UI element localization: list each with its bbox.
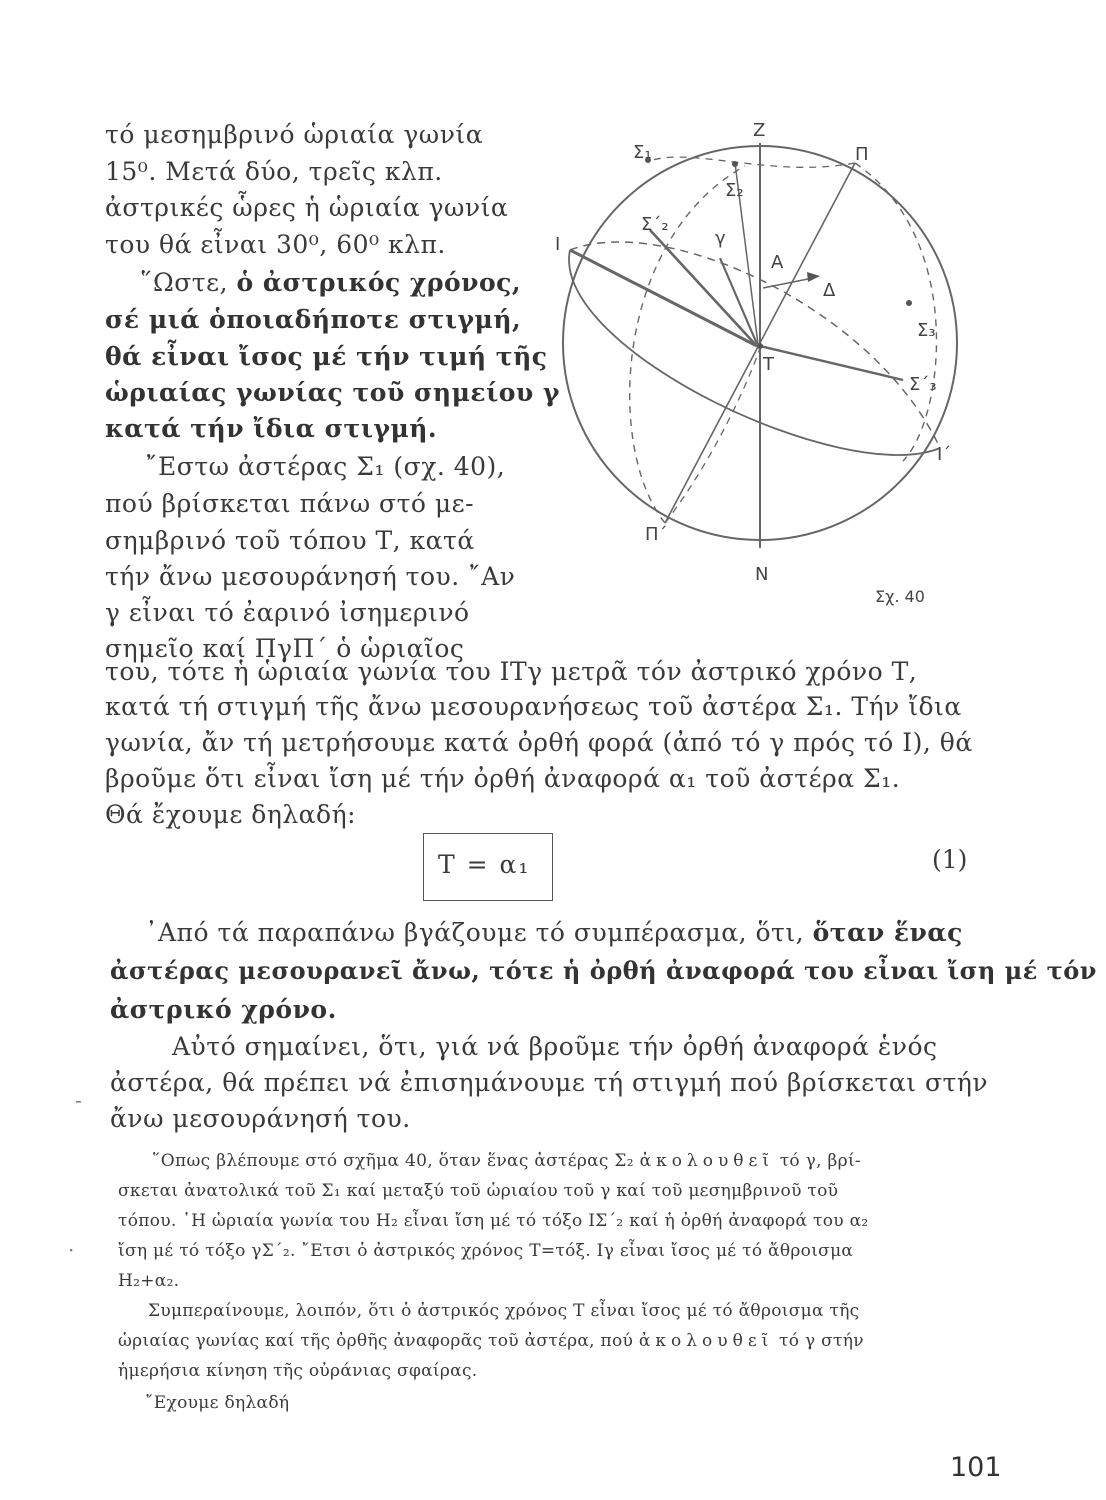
- label-N: N: [755, 564, 769, 585]
- small-text-segment: τό γ, βρί-: [779, 1151, 861, 1171]
- bold-line: ὡριαίας γωνίας τοῦ σημείου γ: [105, 378, 560, 407]
- observer-point: [757, 343, 763, 349]
- label-S2p: Σ΄₂: [641, 214, 669, 235]
- label-T: Τ: [763, 354, 774, 375]
- text-line: σημεῖο καί ΠγΠ΄ ὁ ὡριαῖος: [105, 634, 465, 663]
- vector-I: [570, 250, 757, 346]
- bold-line: ἀστρικό χρόνο.: [110, 995, 337, 1024]
- bold-line: ἀστέρας μεσουρανεῖ ἄνω, τότε ἡ ὀρθή ἀναφορά του εἶναι ἴση μέ τόν: [110, 956, 1097, 985]
- label-Delta: Δ: [823, 280, 836, 301]
- label-P: Π: [855, 144, 869, 165]
- bold-line: θά εἶναι ἴσος μέ τήν τιμή τῆς: [105, 342, 548, 371]
- text-line: γωνία, ἄν τή μετρήσουμε κατά ὀρθή φορά (ἀπό τό γ πρός τό Ι), θά: [105, 728, 973, 757]
- text-line: Θά ἔχουμε δηλαδή:: [105, 800, 356, 829]
- small-text-line: [118, 1330, 864, 1352]
- small-text-line: Η₂+α₂.: [118, 1271, 180, 1291]
- bold-phrase: ὅταν ἕνας: [812, 918, 963, 947]
- label-S3p: Σ΄₃: [909, 374, 937, 395]
- text-line: [140, 268, 521, 298]
- celestial-sphere-figure: [545, 118, 990, 608]
- label-Pp: Π΄: [645, 524, 668, 545]
- equation-number: (1): [932, 845, 968, 874]
- text-line: βροῦμε ὅτι εἶναι ἴση μέ τήν ὀρθή ἀναφορά α₁ τοῦ ἀστέρα Σ₁.: [105, 764, 901, 793]
- small-text-line: [152, 1150, 861, 1172]
- paragraph-lead: ῞Ωστε,: [140, 268, 229, 297]
- label-Ip: Ι΄: [937, 444, 952, 465]
- text-line: ῎Εστω ἀστέρας Σ₁ (σχ. 40),: [145, 452, 506, 481]
- text-line: ἄνω μεσουράνησή του.: [110, 1104, 411, 1133]
- page-number: 101: [950, 1452, 1002, 1483]
- small-text-segment: τό γ στήν: [779, 1331, 864, 1351]
- small-text-segment: ῞Οπως βλέπουμε στό σχῆμα 40, ὅταν ἕνας ἀστέρας Σ₂: [152, 1151, 634, 1171]
- figure-caption: Σχ. 40: [875, 587, 925, 606]
- spaced-word: ἀκολουθεῖ: [638, 1331, 774, 1351]
- text-line: του θά εἶναι 30⁰, 60⁰ κλπ.: [105, 230, 446, 259]
- small-text-line: ῎Εχουμε δηλαδή: [145, 1393, 290, 1413]
- text-line: ἀστέρα, θά πρέπει νά ἐπισημάνουμε τή στιγμή πού βρίσκεται στήν: [110, 1068, 989, 1097]
- small-text-line: ἴση μέ τό τόξο γΣ΄₂. ῎Ετσι ὁ ἀστρικός χρόνος Τ=τόξ. Ιγ εἶναι ἴσος μέ τό ἄθροισμα: [118, 1241, 854, 1261]
- label-S3: Σ₃: [917, 320, 936, 341]
- small-text-segment: ὡριαίας γωνίας καί τῆς ὀρθῆς ἀναφορᾶς τοῦ ἀστέρα, πού: [118, 1331, 634, 1351]
- text-line: γ εἶναι τό ἐαρινό ἰσημερινό: [105, 598, 470, 627]
- bold-phrase: ὁ ἀστρικός χρόνος,: [236, 268, 522, 297]
- label-gamma: γ: [715, 228, 726, 249]
- text-line: τήν ἄνω μεσουράνησή του. ῎Αν: [105, 562, 516, 591]
- label-Z: Z: [753, 120, 766, 141]
- margin-mark: -: [75, 1088, 82, 1112]
- label-S2: Σ₂: [725, 180, 744, 201]
- arrowhead: [807, 272, 820, 282]
- star-marker: [906, 300, 912, 306]
- text-line: του, τότε ἡ ὡριαία γωνία του ΙΤγ μετρᾶ τόν ἀστρικό χρόνο Τ,: [105, 657, 918, 686]
- text-line: τό μεσημβρινό ὡριαία γωνία: [105, 120, 484, 149]
- small-text-line: σκεται ἀνατολικά τοῦ Σ₁ καί μεταξύ τοῦ ὡριαίου τοῦ γ καί τοῦ μεσημβρινοῦ τοῦ: [118, 1181, 839, 1201]
- label-A: Α: [771, 252, 784, 273]
- small-text-line: Συμπεραίνουμε, λοιπόν, ὅτι ὁ ἀστρικός χρόνος Τ εἶναι ἴσος μέ τό ἄθροισμα τῆς: [148, 1301, 860, 1321]
- small-text-line: ἡμερήσια κίνηση τῆς οὐράνιας σφαίρας.: [118, 1361, 478, 1381]
- text-line: πού βρίσκεται πάνω στό με-: [105, 489, 475, 518]
- label-S1: Σ₁: [633, 142, 652, 163]
- bold-line: κατά τήν ἴδια στιγμή.: [105, 414, 438, 443]
- label-I: I: [555, 234, 561, 255]
- text-line: Αὐτό σημαίνει, ὅτι, γιά νά βροῦμε τήν ὀρθή ἀναφορά ἑνός: [172, 1032, 938, 1061]
- vector-S3p: [760, 346, 903, 380]
- text-line: [145, 918, 963, 948]
- hour-circle-east: [855, 163, 936, 461]
- vector-S2p: [650, 230, 755, 344]
- arrow-A-Delta: [763, 278, 813, 288]
- equation-box: [423, 833, 553, 901]
- text-line: 15⁰. Μετά δύο, τρεῖς κλπ.: [105, 157, 443, 186]
- equation: T = α₁: [438, 850, 531, 879]
- spaced-word: ἀκολουθεῖ: [639, 1151, 774, 1171]
- margin-mark: ·: [68, 1238, 75, 1262]
- star-marker: [732, 161, 738, 167]
- text-line: κατά τή στιγμή τῆς ἄνω μεσουρανήσεως τοῦ ἀστέρα Σ₁. Τήν ἴδια: [105, 692, 962, 721]
- small-text-line: τόπου. ῾Η ὡριαία γωνία του Η₂ εἶναι ἴση μέ τό τόξο ΙΣ΄₂ καί ἡ ὀρθή ἀναφορά του α₂: [118, 1211, 869, 1231]
- bold-line: σέ μιά ὁποιαδήποτε στιγμή,: [105, 305, 522, 334]
- text-line: σημβρινό τοῦ τόπου Τ, κατά: [105, 526, 475, 555]
- conclusion-lead: ᾿Από τά παραπάνω βγάζουμε τό συμπέρασμα, ὅτι,: [145, 918, 805, 947]
- text-line: ἀστρικές ὧρες ἡ ὡριαία γωνία: [105, 193, 509, 222]
